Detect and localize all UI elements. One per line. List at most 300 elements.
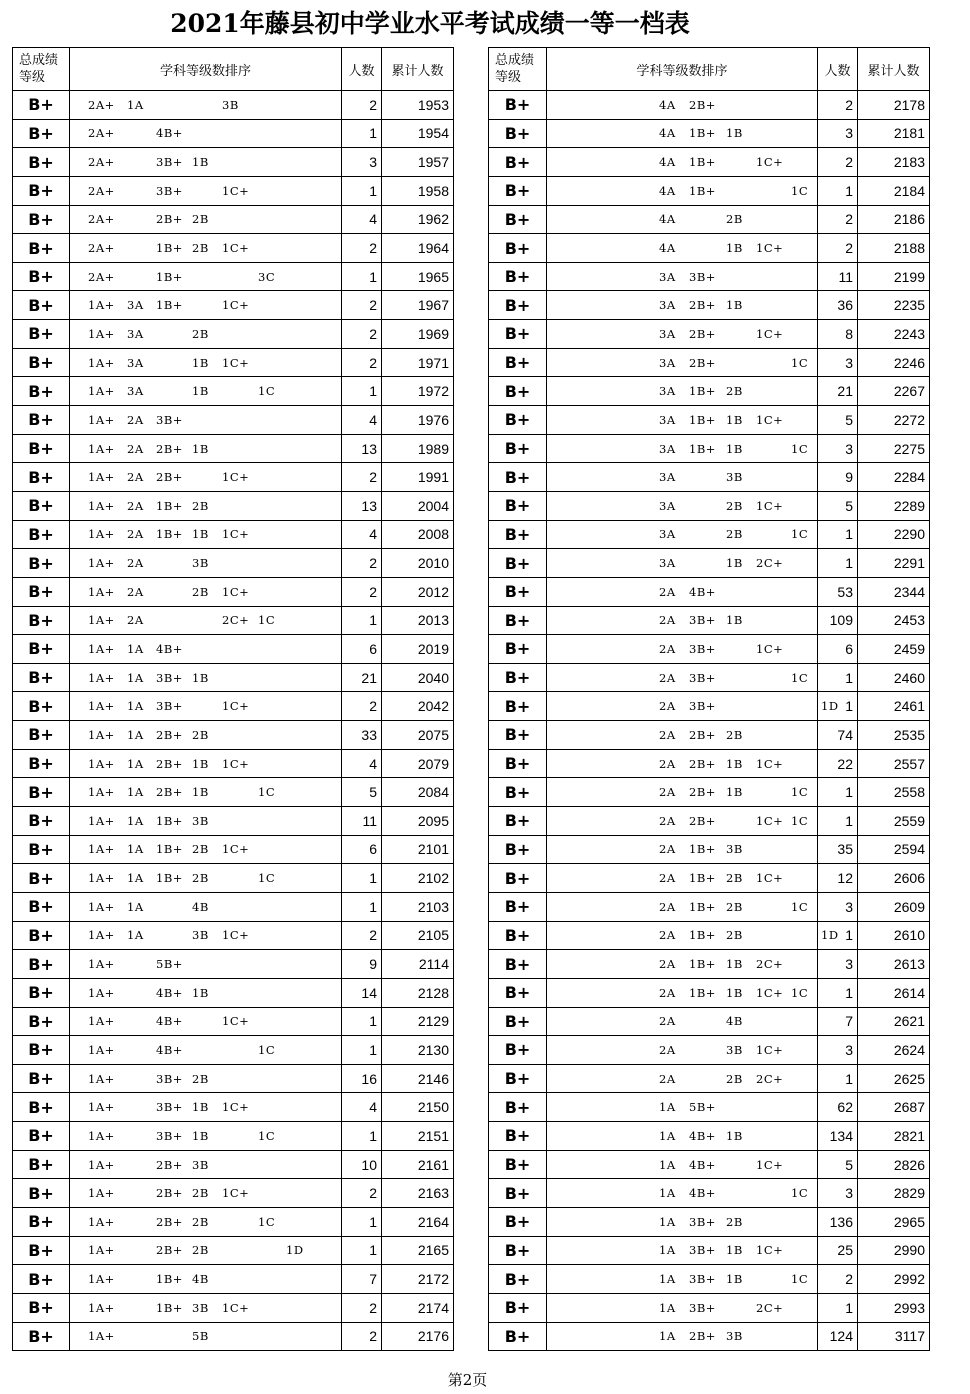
subject-sequence-cell xyxy=(547,892,818,921)
total-grade-cell: B+ xyxy=(13,406,70,435)
table-row xyxy=(489,491,930,520)
grade-token: 1B xyxy=(726,1272,743,1287)
grade-token: 2B xyxy=(726,384,743,399)
table-row xyxy=(489,577,930,606)
cumulative-cell: 2161 xyxy=(382,1150,454,1179)
total-grade-cell: B+ xyxy=(13,749,70,778)
cumulative-cell: 2095 xyxy=(382,807,454,836)
subject-sequence-cell xyxy=(547,234,818,263)
count-cell: 1 xyxy=(342,1122,382,1151)
grade-token: 1B+ xyxy=(689,871,716,886)
cumulative-cell: 2128 xyxy=(382,978,454,1007)
table-row xyxy=(13,520,454,549)
grade-token: 1A xyxy=(127,928,144,943)
cumulative-cell: 2558 xyxy=(858,778,930,807)
total-grade-cell: B+ xyxy=(13,1150,70,1179)
grade-token: 1A+ xyxy=(88,298,115,313)
total-grade-cell: B+ xyxy=(13,176,70,205)
table-row xyxy=(489,921,930,950)
grade-token: 1C+ xyxy=(222,355,250,370)
grade-token: 2C+ xyxy=(756,1071,784,1086)
table-row xyxy=(489,262,930,291)
total-grade-cell: B+ xyxy=(13,491,70,520)
grade-token: 3B xyxy=(726,842,743,857)
subject-sequence-cell xyxy=(547,434,818,463)
subject-sequence-cell xyxy=(70,1036,342,1065)
total-grade-cell: B+ xyxy=(13,434,70,463)
table-row xyxy=(489,1207,930,1236)
cumulative-cell: 2829 xyxy=(858,1179,930,1208)
total-grade-cell: B+ xyxy=(489,434,547,463)
grade-token: 2B xyxy=(726,498,743,513)
grade-token: 3B+ xyxy=(689,1243,716,1258)
table-row xyxy=(13,721,454,750)
subject-sequence-cell xyxy=(547,1236,818,1265)
header-total-grade: 总成绩 等级 xyxy=(489,48,547,91)
total-grade-cell: B+ xyxy=(13,1036,70,1065)
count-cell: 12 xyxy=(818,864,858,893)
grade-token: 2B+ xyxy=(156,727,183,742)
grade-token: 1B xyxy=(726,1243,743,1258)
grade-token: 1A xyxy=(127,871,144,886)
grade-token: 3B+ xyxy=(156,1128,183,1143)
total-grade-cell: B+ xyxy=(13,262,70,291)
grade-token: 2B+ xyxy=(156,1214,183,1229)
cumulative-cell: 2992 xyxy=(858,1265,930,1294)
grade-token: 1A+ xyxy=(88,355,115,370)
table-row xyxy=(13,1236,454,1265)
grade-token: 1B+ xyxy=(689,985,716,1000)
subject-sequence-cell xyxy=(70,1064,342,1093)
grade-token: 1A xyxy=(659,1300,676,1315)
subject-sequence-cell xyxy=(70,1093,342,1122)
cumulative-cell: 2102 xyxy=(382,864,454,893)
cumulative-cell: 2184 xyxy=(858,176,930,205)
grade-token: 3B+ xyxy=(156,155,183,170)
grade-token: 2A xyxy=(659,1071,676,1086)
grade-token: 3A xyxy=(659,412,676,427)
total-grade-cell: B+ xyxy=(489,205,547,234)
count-cell: 33 xyxy=(342,721,382,750)
grade-token: 1C xyxy=(791,441,809,456)
cumulative-cell: 1953 xyxy=(382,91,454,120)
count-cell: 4 xyxy=(342,520,382,549)
subject-sequence-cell xyxy=(547,205,818,234)
table-row xyxy=(13,491,454,520)
total-grade-cell: B+ xyxy=(489,892,547,921)
grade-token: 1B+ xyxy=(156,298,183,313)
grade-token: 3B+ xyxy=(689,1272,716,1287)
grade-token: 1C+ xyxy=(222,584,250,599)
grade-token: 3B+ xyxy=(156,1071,183,1086)
grade-token: 1A xyxy=(659,1272,676,1287)
count-cell: 1 xyxy=(818,807,858,836)
table-row xyxy=(489,1265,930,1294)
table-row xyxy=(13,176,454,205)
grade-token: 2A xyxy=(659,1042,676,1057)
grade-token: 2C+ xyxy=(222,613,250,628)
table-row xyxy=(13,148,454,177)
grade-token: 4B xyxy=(192,899,209,914)
subject-sequence-cell xyxy=(70,606,342,635)
grade-token: 2A xyxy=(659,785,676,800)
table-row xyxy=(489,1007,930,1036)
table-row xyxy=(13,1179,454,1208)
count-cell: 1 xyxy=(342,606,382,635)
cumulative-cell: 2535 xyxy=(858,721,930,750)
cumulative-cell: 2199 xyxy=(858,262,930,291)
grade-token: 3A xyxy=(659,384,676,399)
table-row xyxy=(489,721,930,750)
subject-sequence-cell xyxy=(547,119,818,148)
grade-token: 3A xyxy=(659,527,676,542)
table-row xyxy=(489,1093,930,1122)
count-cell: 1 xyxy=(818,1293,858,1322)
total-grade-cell: B+ xyxy=(489,692,547,721)
subject-sequence-cell xyxy=(70,1322,342,1351)
grade-token: 3B xyxy=(222,97,239,112)
subject-sequence-cell xyxy=(547,1207,818,1236)
grade-token: 1C+ xyxy=(222,756,250,771)
subject-sequence-cell xyxy=(547,978,818,1007)
grade-token: 3A xyxy=(659,326,676,341)
total-grade-cell: B+ xyxy=(13,1265,70,1294)
grade-token: 3A xyxy=(659,556,676,571)
grade-token: 1A+ xyxy=(88,871,115,886)
total-grade-cell: B+ xyxy=(489,1064,547,1093)
count-cell: 21 xyxy=(342,663,382,692)
grade-token: 1A+ xyxy=(88,584,115,599)
count-cell: 1 xyxy=(342,1207,382,1236)
cumulative-cell: 2559 xyxy=(858,807,930,836)
page-title: 2021年藤县初中学业水平考试成绩一等一档表 xyxy=(170,9,690,38)
grade-token: 2B xyxy=(726,899,743,914)
table-row xyxy=(489,148,930,177)
cumulative-cell: 2621 xyxy=(858,1007,930,1036)
total-grade-cell: B+ xyxy=(489,721,547,750)
grade-token: 2B xyxy=(192,326,209,341)
table-row xyxy=(13,320,454,349)
total-grade-cell: B+ xyxy=(489,1122,547,1151)
total-grade-cell: B+ xyxy=(13,205,70,234)
header-cumulative: 累计人数 xyxy=(382,48,454,91)
grade-token: 1C xyxy=(791,985,809,1000)
subject-sequence-cell xyxy=(547,692,839,721)
grade-token: 3A xyxy=(127,298,144,313)
grade-token: 2B+ xyxy=(689,1329,716,1344)
total-grade-cell: B+ xyxy=(489,950,547,979)
total-grade-cell: B+ xyxy=(489,463,547,492)
grade-token: 4B+ xyxy=(156,641,183,656)
grade-token: 4B+ xyxy=(689,1157,716,1172)
subject-sequence-cell xyxy=(547,577,818,606)
total-grade-cell: B+ xyxy=(489,1036,547,1065)
table-row xyxy=(13,91,454,120)
subject-sequence-cell xyxy=(547,406,818,435)
grade-token: 1B xyxy=(726,613,743,628)
total-grade-cell: B+ xyxy=(489,663,547,692)
grade-token: 5B+ xyxy=(156,957,183,972)
count-cell: 13 xyxy=(342,491,382,520)
grade-token: 2A+ xyxy=(88,155,115,170)
grade-token: 3B+ xyxy=(156,183,183,198)
grade-token: 2B+ xyxy=(156,1186,183,1201)
table-row xyxy=(489,434,930,463)
count-cell: 1 xyxy=(342,864,382,893)
count-cell: 7 xyxy=(342,1265,382,1294)
table-row xyxy=(13,1207,454,1236)
table-row xyxy=(13,1122,454,1151)
grade-token: 1A+ xyxy=(88,1272,115,1287)
subject-sequence-cell xyxy=(547,176,818,205)
grade-token: 1C xyxy=(258,871,276,886)
grade-token: 2A xyxy=(659,584,676,599)
grade-token: 1C xyxy=(791,670,809,685)
table-row xyxy=(489,778,930,807)
subject-sequence-cell xyxy=(70,1122,342,1151)
grade-token: 2B xyxy=(192,212,209,227)
total-grade-cell: B+ xyxy=(489,864,547,893)
grade-token: 4A xyxy=(659,212,676,227)
count-cell: 3 xyxy=(818,1036,858,1065)
table-row xyxy=(489,749,930,778)
grade-token: 2B xyxy=(726,871,743,886)
table-row xyxy=(489,119,930,148)
count-cell: 1 xyxy=(818,778,858,807)
grade-token: 4A xyxy=(659,97,676,112)
right-score-table xyxy=(488,47,930,1351)
subject-sequence-cell xyxy=(547,348,818,377)
grade-token: 1C+ xyxy=(222,928,250,943)
cumulative-cell: 2150 xyxy=(382,1093,454,1122)
count-cell: 124 xyxy=(818,1322,858,1351)
cumulative-cell: 2188 xyxy=(858,234,930,263)
grade-token: 1B+ xyxy=(689,183,716,198)
count-cell: 1 xyxy=(818,520,858,549)
grade-token: 1A+ xyxy=(88,756,115,771)
total-grade-cell: B+ xyxy=(13,520,70,549)
grade-token: 3A xyxy=(127,355,144,370)
cumulative-cell: 2172 xyxy=(382,1265,454,1294)
table-row xyxy=(13,119,454,148)
grade-token: 1A+ xyxy=(88,1300,115,1315)
total-grade-cell: B+ xyxy=(489,807,547,836)
table-row xyxy=(489,950,930,979)
subject-sequence-cell xyxy=(547,663,818,692)
grade-token: 2B xyxy=(726,212,743,227)
count-cell: 1 xyxy=(342,892,382,921)
cumulative-cell: 2284 xyxy=(858,463,930,492)
grade-token: 1B xyxy=(726,785,743,800)
grade-token: 1A xyxy=(659,1186,676,1201)
cumulative-cell: 2275 xyxy=(858,434,930,463)
cumulative-cell: 2164 xyxy=(382,1207,454,1236)
subject-sequence-cell xyxy=(547,1036,818,1065)
total-grade-cell: B+ xyxy=(13,148,70,177)
grade-token: 2A+ xyxy=(88,241,115,256)
grade-token: 2B+ xyxy=(689,785,716,800)
grade-token: 2B+ xyxy=(156,441,183,456)
total-grade-cell: B+ xyxy=(489,406,547,435)
table-row xyxy=(13,892,454,921)
grade-token: 1B+ xyxy=(689,928,716,943)
count-cell: 3 xyxy=(818,1179,858,1208)
grade-token: 3A xyxy=(127,384,144,399)
grade-token: 3B+ xyxy=(689,670,716,685)
count-cell: 7 xyxy=(818,1007,858,1036)
table-row xyxy=(13,434,454,463)
cumulative-cell: 2460 xyxy=(858,663,930,692)
table-row xyxy=(489,1179,930,1208)
count-cell: 2 xyxy=(818,234,858,263)
count-cell: 2 xyxy=(342,463,382,492)
total-grade-cell: B+ xyxy=(13,950,70,979)
total-grade-cell: B+ xyxy=(489,1093,547,1122)
table-row xyxy=(13,1265,454,1294)
grade-token: 1A xyxy=(127,785,144,800)
subject-sequence-cell xyxy=(547,950,818,979)
total-grade-cell: B+ xyxy=(13,778,70,807)
subject-sequence-cell xyxy=(70,835,342,864)
grade-token: 1C+ xyxy=(756,326,784,341)
subject-sequence-cell xyxy=(547,1150,818,1179)
grade-token: 1B+ xyxy=(689,155,716,170)
grade-token: 1A+ xyxy=(88,1014,115,1029)
grade-token: 2B xyxy=(192,1214,209,1229)
subject-sequence-cell xyxy=(70,520,342,549)
grade-token: 2B+ xyxy=(156,212,183,227)
table-row xyxy=(13,864,454,893)
subject-sequence-cell xyxy=(547,1293,818,1322)
total-grade-cell: B+ xyxy=(489,91,547,120)
grade-token: 1A xyxy=(127,97,144,112)
count-cell: 136 xyxy=(818,1207,858,1236)
count-cell: 1 xyxy=(342,1236,382,1265)
subject-sequence-cell xyxy=(70,1150,342,1179)
grade-token: 3B+ xyxy=(156,1100,183,1115)
grade-token: 3A xyxy=(127,326,144,341)
grade-token: 2A xyxy=(659,842,676,857)
grade-token: 3B xyxy=(192,1157,209,1172)
table-row xyxy=(13,663,454,692)
cumulative-cell: 2010 xyxy=(382,549,454,578)
subject-sequence-cell xyxy=(547,1265,818,1294)
grade-token: 2B+ xyxy=(689,813,716,828)
subject-sequence-cell xyxy=(547,921,839,950)
grade-token: 1B xyxy=(192,1128,209,1143)
total-grade-cell: B+ xyxy=(13,1293,70,1322)
table-row xyxy=(489,1293,930,1322)
count-cell: 9 xyxy=(818,463,858,492)
grade-token: 2B xyxy=(192,1243,209,1258)
count-cell: 3 xyxy=(342,148,382,177)
grade-token: 2A xyxy=(659,813,676,828)
table-row xyxy=(13,291,454,320)
table-row xyxy=(13,463,454,492)
grade-token: 3B+ xyxy=(156,670,183,685)
grade-token: 3B+ xyxy=(156,699,183,714)
grade-token: 1C+ xyxy=(222,241,250,256)
grade-token: 1C+ xyxy=(756,1243,784,1258)
grade-token: 1B xyxy=(726,756,743,771)
grade-token: 3B xyxy=(726,1042,743,1057)
subject-sequence-cell xyxy=(70,1236,342,1265)
header-cumulative: 累计人数 xyxy=(858,48,930,91)
cumulative-cell: 2625 xyxy=(858,1064,930,1093)
subject-sequence-cell xyxy=(547,778,818,807)
table-row xyxy=(13,807,454,836)
table-row xyxy=(13,377,454,406)
grade-token: 1B xyxy=(192,785,209,800)
table-row xyxy=(13,978,454,1007)
grade-token: 1C xyxy=(791,527,809,542)
subject-sequence-cell xyxy=(547,291,818,320)
header-count: 人数 xyxy=(342,48,382,91)
cumulative-cell: 1976 xyxy=(382,406,454,435)
grade-token: 1A+ xyxy=(88,1186,115,1201)
count-cell: 22 xyxy=(818,749,858,778)
grade-token: 1A+ xyxy=(88,641,115,656)
grade-token: 2A xyxy=(127,556,144,571)
grade-token: 1A xyxy=(127,699,144,714)
grade-token: 1A+ xyxy=(88,498,115,513)
total-grade-cell: B+ xyxy=(13,635,70,664)
count-cell: 5 xyxy=(818,1150,858,1179)
count-cell: 5 xyxy=(818,406,858,435)
grade-token: 1A xyxy=(659,1100,676,1115)
total-grade-cell: B+ xyxy=(489,520,547,549)
subject-sequence-cell xyxy=(70,1207,342,1236)
cumulative-cell: 1991 xyxy=(382,463,454,492)
grade-token: 1C+ xyxy=(756,498,784,513)
count-cell: 2 xyxy=(342,577,382,606)
count-cell: 1 xyxy=(342,119,382,148)
grade-token: 1C+ xyxy=(756,756,784,771)
total-grade-cell: B+ xyxy=(13,692,70,721)
total-grade-cell: B+ xyxy=(489,778,547,807)
grade-token: 1B+ xyxy=(689,126,716,141)
grade-token: 3C xyxy=(258,269,276,284)
cumulative-cell: 1965 xyxy=(382,262,454,291)
total-grade-cell: B+ xyxy=(13,377,70,406)
count-cell: 14 xyxy=(342,978,382,1007)
subject-sequence-cell xyxy=(70,1007,342,1036)
grade-token: 1B+ xyxy=(156,813,183,828)
table-row xyxy=(489,978,930,1007)
total-grade-cell: B+ xyxy=(13,348,70,377)
grade-token: 2B+ xyxy=(156,470,183,485)
total-grade-cell: B+ xyxy=(489,921,547,950)
subject-sequence-cell xyxy=(70,778,342,807)
cumulative-cell: 2008 xyxy=(382,520,454,549)
grade-token: 1B+ xyxy=(689,441,716,456)
grade-token: 1B+ xyxy=(156,871,183,886)
header-total-grade: 总成绩 等级 xyxy=(13,48,70,91)
grade-token: 1A+ xyxy=(88,899,115,914)
grade-token: 2B xyxy=(192,842,209,857)
grade-token: 1C xyxy=(791,785,809,800)
subject-sequence-cell xyxy=(547,606,818,635)
grade-token: 1C xyxy=(258,613,276,628)
total-grade-cell: B+ xyxy=(13,1122,70,1151)
subject-sequence-cell xyxy=(547,1093,818,1122)
total-grade-cell: B+ xyxy=(489,148,547,177)
cumulative-cell: 2186 xyxy=(858,205,930,234)
subject-sequence-cell xyxy=(70,635,342,664)
cumulative-cell: 2965 xyxy=(858,1207,930,1236)
grade-token: 3A xyxy=(659,269,676,284)
grade-token: 2B+ xyxy=(156,1157,183,1172)
